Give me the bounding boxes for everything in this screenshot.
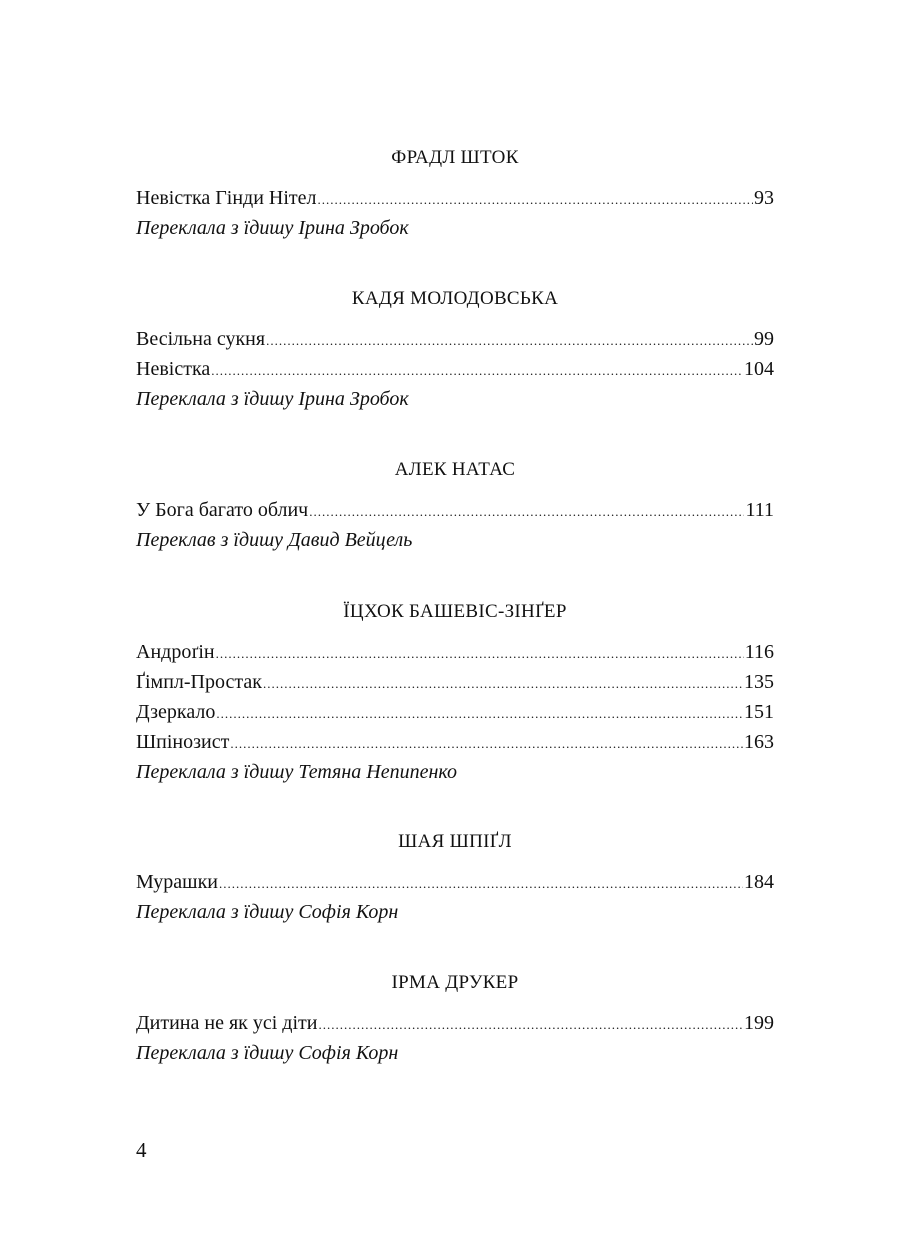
toc-section [136,971,774,1068]
entry-title: Дзеркало [136,701,216,723]
toc-entry [136,727,774,757]
entry-title: Невістка Гінди Нітел [136,187,317,209]
toc-entry [136,354,774,384]
translator-credit: Переклала з їдишу Ірина Зробок [136,388,409,410]
entry-title: Андроґін [136,641,215,663]
entry-page: 111 [745,499,774,521]
translator-credit: Переклав з їдишу Давид Вейцель [136,529,413,551]
entry-page: 93 [754,187,774,209]
author-heading: ШАЯ ШПІҐЛ [398,831,512,852]
translator-credit: Переклала з їдишу Софія Корн [136,1042,399,1064]
page-number: 4 [136,1138,147,1162]
author-heading: ФРАДЛ ШТОК [391,147,519,168]
toc-entry [136,667,774,697]
entry-title: Невістка [136,358,211,380]
entry-title: Шпінозист [136,731,230,753]
entry-page: 104 [744,358,774,380]
dot-leader [216,639,744,669]
entry-page: 163 [744,731,774,753]
toc-entry [136,637,774,667]
author-heading: ІРМА ДРУКЕР [391,972,519,993]
entry-page: 135 [744,671,774,693]
translator-credit: Переклала з їдишу Тетяна Непипенко [136,761,457,783]
author-heading: ЇЦХОК БАШЕВІС-ЗІНҐЕР [343,601,567,622]
dot-leader [211,356,743,386]
entry-title: Мурашки [136,871,218,893]
toc-entry [136,495,774,525]
author-heading: АЛЕК НАТАС [394,459,516,480]
dot-leader [219,869,743,899]
dot-leader [263,669,743,699]
toc-section [136,830,774,927]
translator-credit: Переклала з їдишу Софія Корн [136,901,399,923]
dot-leader [309,497,744,527]
dot-leader [318,185,753,215]
toc-entry [136,867,774,897]
entry-page: 151 [744,701,774,723]
toc-section [136,458,774,555]
toc-section [136,287,774,414]
entry-page: 184 [744,871,774,893]
toc-entry [136,183,774,213]
entry-title: Дитина не як усі діти [136,1012,318,1034]
toc-section [136,146,774,243]
entry-page: 99 [754,328,774,350]
toc-entry [136,697,774,727]
dot-leader [230,729,743,759]
author-heading: КАДЯ МОЛОДОВСЬКА [351,288,559,309]
dot-leader [216,699,743,729]
entry-title: Ґімпл-Простак [136,671,262,693]
entry-title: У Бога багато облич [136,499,309,521]
entry-page: 199 [744,1012,774,1034]
toc-entry [136,1008,774,1038]
dot-leader [266,326,753,356]
dot-leader [318,1010,743,1040]
toc-section [136,600,774,787]
toc-entry [136,324,774,354]
translator-credit: Переклала з їдишу Ірина Зробок [136,217,409,239]
entry-page: 116 [744,641,774,663]
entry-title: Весільна сукня [136,328,266,350]
